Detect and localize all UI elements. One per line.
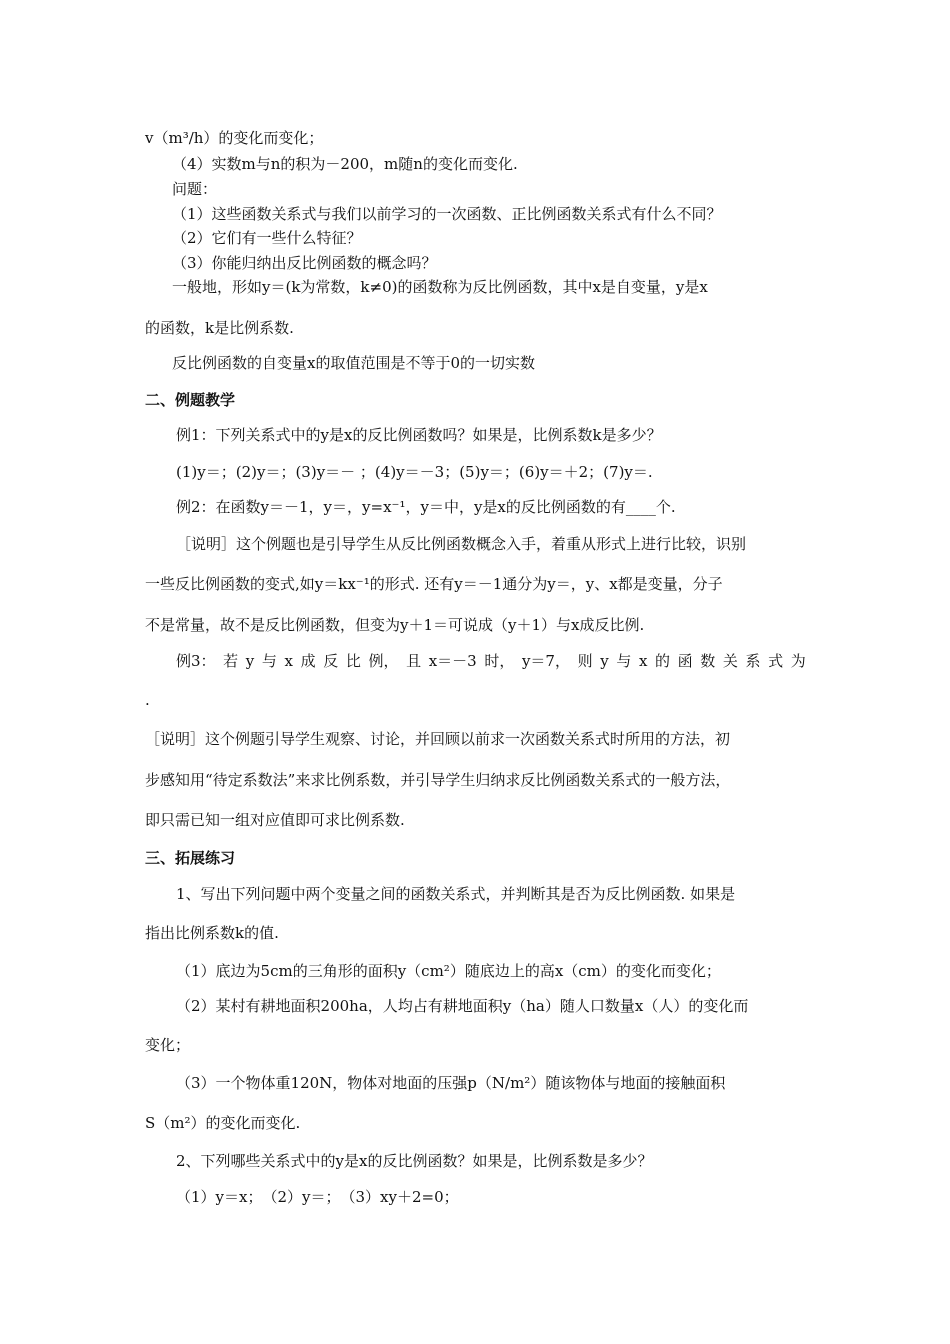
word: 函: [677, 652, 693, 670]
text-line: （2）某村有耕地面积200ha，人均占有耕地面积y（ha）随人口数量x（人）的变化而: [176, 997, 749, 1015]
text-line: 变化；: [145, 1036, 191, 1054]
text-line: (1)y＝；(2)y＝；(3)y＝－ ；(4)y＝－3；(5)y＝；(6)y＝＋2；(7)y＝.: [176, 463, 653, 481]
word: y: [245, 652, 255, 670]
word: 时，: [484, 652, 515, 670]
text-line: 指出比例系数k的值.: [145, 924, 279, 942]
word: x: [638, 652, 648, 670]
word: 若: [223, 652, 239, 670]
text-line: 即只需已知一组对应值即可求比例系数.: [145, 811, 405, 829]
word: 与: [261, 652, 277, 670]
text-line: （1）底边为5cm的三角形的面积y（cm²）随底边上的高x（cm）的变化而变化；: [176, 962, 721, 980]
text-line: （3）一个物体重120N，物体对地面的压强p（N/m²）随该物体与地面的接触面积: [176, 1074, 726, 1092]
text-line: 步感知用“待定系数法”来求比例系数，并引导学生归纳求反比例函数关系式的一般方法，: [145, 771, 731, 789]
word: 成: [300, 652, 316, 670]
text-line: ［说明］这个例题引导学生观察、讨论，并回顾以前求一次函数关系式时所用的方法，初: [145, 730, 731, 748]
text-line: S（m²）的变化而变化.: [145, 1114, 301, 1132]
word: 反: [323, 652, 339, 670]
word: 为: [790, 652, 806, 670]
word: 比: [345, 652, 361, 670]
text-line: 1、写出下列问题中两个变量之间的函数关系式，并判断其是否为反比例函数. 如果是: [176, 885, 736, 903]
text-line: ［说明］这个例题也是引导学生从反比例函数概念入手，着重从形式上进行比较，识别: [176, 535, 747, 553]
text-line: （4）实数m与n的积为－200，m随n的变化而变化.: [172, 155, 518, 173]
text-line: v（m³/h）的变化而变化；: [145, 129, 324, 147]
word: y＝7，: [521, 652, 570, 670]
text-line: 反比例函数的自变量x的取值范围是不等于0的一切实数: [172, 354, 536, 372]
word: x＝－3: [428, 652, 477, 670]
text-line: 例1：下列关系式中的y是x的反比例函数吗？如果是，比例系数k是多少？: [176, 426, 662, 444]
text-line: （1）y＝x； （2）y＝； （3）xy＋2=0；: [176, 1188, 459, 1206]
word: 与: [616, 652, 632, 670]
word: 关: [722, 652, 738, 670]
text-line: 例2：在函数y＝－1，y＝，y=x⁻¹，y＝中，y是x的反比例函数的有____个.: [176, 498, 676, 516]
text-line: （3）你能归纳出反比例函数的概念吗？: [172, 254, 437, 272]
text-line: 不是常量，故不是反比例函数，但变为y＋1＝可说成（y＋1）与x成反比例.: [145, 616, 645, 634]
word: 则: [577, 652, 593, 670]
word: 的: [655, 652, 671, 670]
example-3-line: [176, 651, 806, 671]
word: 且: [406, 652, 422, 670]
section-heading: 二、例题教学: [145, 391, 236, 409]
word: 式: [768, 652, 784, 670]
text-line: 一般地，形如y＝(k为常数，k≠0)的函数称为反比例函数，其中x是自变量，y是x: [172, 278, 708, 296]
section-heading: 三、拓展练习: [145, 849, 236, 867]
word: y: [600, 652, 609, 670]
text-line: （1）这些函数关系式与我们以前学习的一次函数、正比例函数关系式有什么不同？: [172, 205, 722, 223]
word: 系: [745, 652, 761, 670]
text-line: 问题：: [172, 180, 218, 198]
text-line: （2）它们有一些什么特征？: [172, 229, 362, 247]
text-line: 的函数，k是比例系数.: [145, 319, 294, 337]
word: x: [284, 652, 293, 670]
word: 数: [700, 652, 716, 670]
word: 例3：: [176, 652, 216, 670]
text-line: 2、下列哪些关系式中的y是x的反比例函数？如果是，比例系数是多少？: [176, 1152, 653, 1170]
text-line: .: [145, 691, 150, 709]
word: 例，: [368, 652, 399, 670]
text-line: 一些反比例函数的变式,如y＝kx⁻¹的形式. 还有y＝－1通分为y＝，y、x都是变量，分子: [145, 575, 723, 593]
